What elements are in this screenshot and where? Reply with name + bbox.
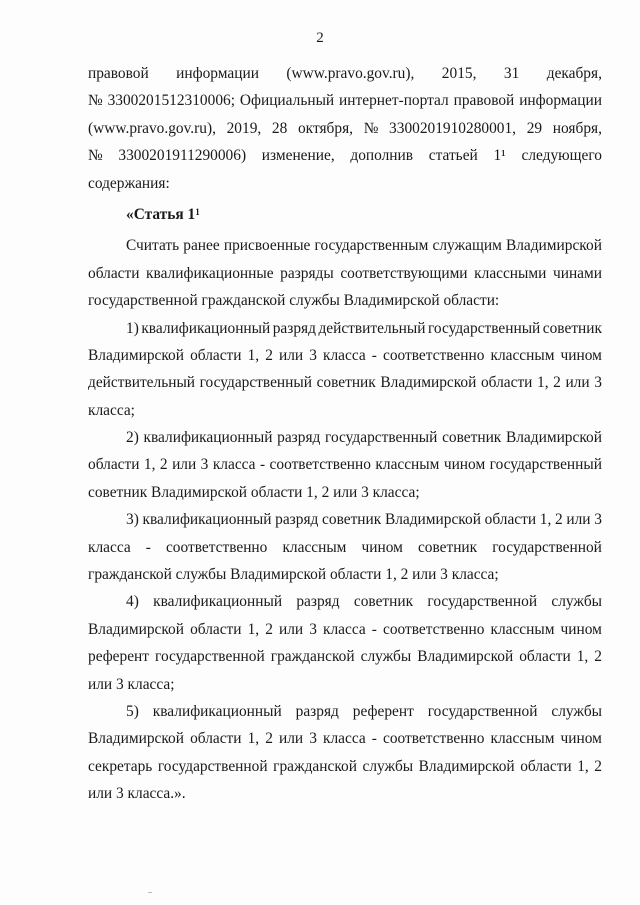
- text-line: [88, 342, 602, 369]
- word: правовой: [453, 92, 515, 110]
- word: 1,: [576, 648, 589, 666]
- word: классным: [490, 346, 555, 364]
- justified-line: [88, 115, 602, 142]
- word: 1,: [247, 346, 260, 364]
- word: классными: [474, 264, 547, 282]
- word: службы: [551, 702, 602, 720]
- word: службы: [360, 648, 412, 666]
- word: Владимирской: [88, 346, 184, 364]
- word: 3300201512310006;: [107, 92, 235, 110]
- word: квалификационный: [153, 593, 283, 611]
- word: или: [172, 456, 197, 474]
- word: референт: [88, 648, 150, 666]
- document-body: [88, 60, 602, 808]
- text-line: [88, 643, 602, 670]
- word: классным: [375, 456, 440, 474]
- text-line: [88, 534, 602, 561]
- word: соответственно: [165, 538, 268, 556]
- word: 1,: [577, 757, 589, 775]
- word: 3300201910280001,: [389, 119, 517, 137]
- lead-paragraph: [88, 232, 602, 314]
- word: или: [279, 730, 304, 748]
- word: 2: [265, 346, 273, 364]
- list-item: [88, 588, 602, 698]
- word: присвоенные: [223, 237, 311, 255]
- word: 3300201911290006): [118, 147, 247, 165]
- word: класса: [323, 730, 366, 748]
- word: -: [259, 456, 266, 474]
- word: чином: [443, 456, 486, 474]
- word: 2: [265, 620, 273, 638]
- justified-line: [88, 87, 602, 114]
- word: 4): [126, 593, 139, 611]
- word: 3): [126, 511, 139, 529]
- word: области: [88, 264, 140, 282]
- list-item-last-line: гражданской службы Владимирской области 1, 2 или 3 класса;: [88, 566, 499, 584]
- word: чинами: [552, 264, 602, 282]
- word: ранее: [183, 237, 220, 255]
- word: Считать: [126, 237, 180, 255]
- word: класса: [323, 620, 366, 638]
- word: 2: [594, 648, 602, 666]
- word: области: [190, 346, 242, 364]
- word: соответственно: [382, 730, 485, 748]
- list-item-last-line: или 3 класса.».: [88, 785, 186, 803]
- word: класса: [323, 346, 366, 364]
- word: области: [190, 620, 242, 638]
- word: действительный: [318, 319, 426, 337]
- word: советник: [442, 429, 502, 447]
- margin-mark: [148, 892, 152, 893]
- word: разряды: [280, 264, 334, 282]
- word: 1,: [539, 511, 552, 529]
- word: -: [371, 730, 377, 748]
- word: Владимирской: [380, 374, 477, 392]
- word: №: [88, 147, 103, 165]
- word: 2: [265, 730, 273, 748]
- word: 2): [126, 429, 139, 447]
- word: правовой: [88, 65, 149, 82]
- text-line: [88, 232, 602, 259]
- article-title-text: «Статья 1: [126, 205, 196, 223]
- word: служащим: [432, 237, 502, 255]
- word: службы: [362, 757, 414, 775]
- intro-last-line: содержания:: [88, 174, 170, 192]
- word: области: [520, 757, 572, 775]
- justified-line: [88, 60, 602, 87]
- word: квалификационный: [152, 702, 282, 720]
- items-list: [88, 315, 602, 808]
- word: Владимирской: [88, 620, 184, 638]
- list-item-last-line: класса;: [88, 401, 135, 419]
- word: чином: [361, 538, 403, 556]
- word: чином: [560, 620, 602, 638]
- word: Владимирской: [88, 730, 184, 748]
- word: статьей: [428, 147, 478, 165]
- word: класса: [212, 456, 256, 474]
- word: Владимирской: [505, 429, 602, 447]
- article-title-superscript: 1: [195, 206, 200, 217]
- text-line: [88, 725, 602, 752]
- word: или: [279, 346, 304, 364]
- word: 2: [555, 511, 563, 529]
- word: разряд: [277, 429, 321, 447]
- word: 3: [309, 346, 317, 364]
- word: соответственно: [382, 346, 485, 364]
- word: государственной: [427, 702, 538, 720]
- word: 1,: [247, 730, 260, 748]
- word: 1¹: [493, 147, 506, 165]
- word: (www.pravo.gov.ru),: [286, 65, 415, 82]
- word: соответственно: [269, 456, 371, 474]
- word: советник: [322, 511, 382, 529]
- word: государственной: [427, 593, 538, 611]
- text-line: государственной гражданской службы Владимирской области:: [88, 292, 500, 310]
- word: или: [566, 511, 591, 529]
- word: изменение,: [261, 147, 335, 165]
- word: Официальный: [239, 92, 335, 110]
- list-item-last-line: советник Владимирской области 1, 2 или 3 класса;: [88, 483, 420, 501]
- text-line: [88, 424, 602, 451]
- list-item: [88, 506, 602, 588]
- justified-line: [88, 142, 602, 169]
- word: дополнив: [350, 147, 414, 165]
- word: 1,: [143, 456, 156, 474]
- word: советник: [316, 374, 376, 392]
- list-item: [88, 698, 602, 808]
- word: референт: [352, 702, 414, 720]
- word: 2: [159, 456, 168, 474]
- word: секретарь: [88, 757, 153, 775]
- word: классным: [490, 730, 555, 748]
- text-line: [88, 369, 602, 396]
- word: октября,: [297, 119, 354, 137]
- word: классным: [490, 620, 555, 638]
- word: интернет-портал: [339, 92, 449, 110]
- word: разряд: [295, 702, 339, 720]
- word: государственной: [155, 648, 265, 666]
- word: квалификационный: [143, 429, 273, 447]
- word: службы: [551, 593, 602, 611]
- list-item: [88, 315, 602, 425]
- text-line: [88, 616, 602, 643]
- word: Владимирской: [417, 648, 514, 666]
- word: области: [484, 511, 537, 529]
- word: 3: [594, 374, 602, 392]
- word: Владимирской: [505, 237, 602, 255]
- word: декабря,: [546, 65, 602, 82]
- word: чином: [560, 346, 602, 364]
- word: государственный: [325, 429, 438, 447]
- word: 1): [126, 319, 139, 337]
- word: государственной: [492, 538, 602, 556]
- list-item: [88, 424, 602, 506]
- word: следующего: [521, 147, 602, 165]
- word: квалификационные: [146, 264, 274, 282]
- word: (www.pravo.gov.ru),: [88, 119, 216, 137]
- word: области: [519, 648, 571, 666]
- word: государственный: [199, 374, 312, 392]
- word: государственным: [314, 237, 429, 255]
- word: 3: [309, 620, 317, 638]
- word: №: [88, 92, 103, 110]
- word: советник: [417, 538, 478, 556]
- word: №: [363, 119, 379, 137]
- word: области: [88, 456, 140, 474]
- article-title: [88, 201, 602, 228]
- word: советник: [353, 593, 414, 611]
- text-line: [88, 753, 602, 780]
- word: 2019,: [226, 119, 262, 137]
- word: 3: [200, 456, 209, 474]
- word: действительный: [88, 374, 196, 392]
- word: области: [190, 730, 242, 748]
- word: 5): [126, 702, 139, 720]
- word: или: [565, 374, 590, 392]
- word: Владимирской: [418, 757, 515, 775]
- word: 2015,: [441, 65, 477, 82]
- text-line: [88, 698, 602, 725]
- word: гражданской: [273, 757, 357, 775]
- text-line: [88, 506, 602, 533]
- word: -: [145, 538, 151, 556]
- text-line: [88, 315, 602, 342]
- word: 1,: [537, 374, 549, 392]
- page-number: 2: [316, 30, 324, 46]
- word: чином: [560, 730, 602, 748]
- word: квалификационный: [141, 319, 271, 337]
- word: советник: [542, 319, 602, 337]
- intro-paragraph: [88, 60, 602, 170]
- word: разряд: [296, 593, 340, 611]
- word: информации: [176, 65, 259, 82]
- word: 28: [271, 119, 288, 137]
- word: классным: [282, 538, 347, 556]
- word: Владимирской: [384, 511, 481, 529]
- word: 2: [553, 374, 561, 392]
- word: 3: [309, 730, 317, 748]
- word: государственный: [427, 319, 541, 337]
- word: соответствующими: [340, 264, 468, 282]
- word: разряд: [275, 511, 319, 529]
- list-item-last-line: или 3 класса;: [88, 675, 175, 693]
- word: государственный: [489, 456, 602, 474]
- word: или: [279, 620, 304, 638]
- text-line: [88, 588, 602, 615]
- word: класса: [88, 538, 131, 556]
- word: квалификационный: [142, 511, 272, 529]
- text-line: [88, 451, 602, 478]
- word: ноября,: [552, 119, 602, 137]
- word: 29: [526, 119, 543, 137]
- word: 31: [503, 65, 520, 82]
- text-line: [88, 260, 602, 287]
- word: гражданской: [270, 648, 355, 666]
- word: -: [371, 346, 377, 364]
- word: 2: [594, 757, 602, 775]
- word: области: [480, 374, 533, 392]
- word: государственной: [157, 757, 268, 775]
- word: разряд: [272, 319, 316, 337]
- word: 1,: [247, 620, 260, 638]
- word: соответственно: [382, 620, 485, 638]
- word: 3: [594, 511, 602, 529]
- word: информации: [519, 92, 602, 110]
- word: -: [371, 620, 377, 638]
